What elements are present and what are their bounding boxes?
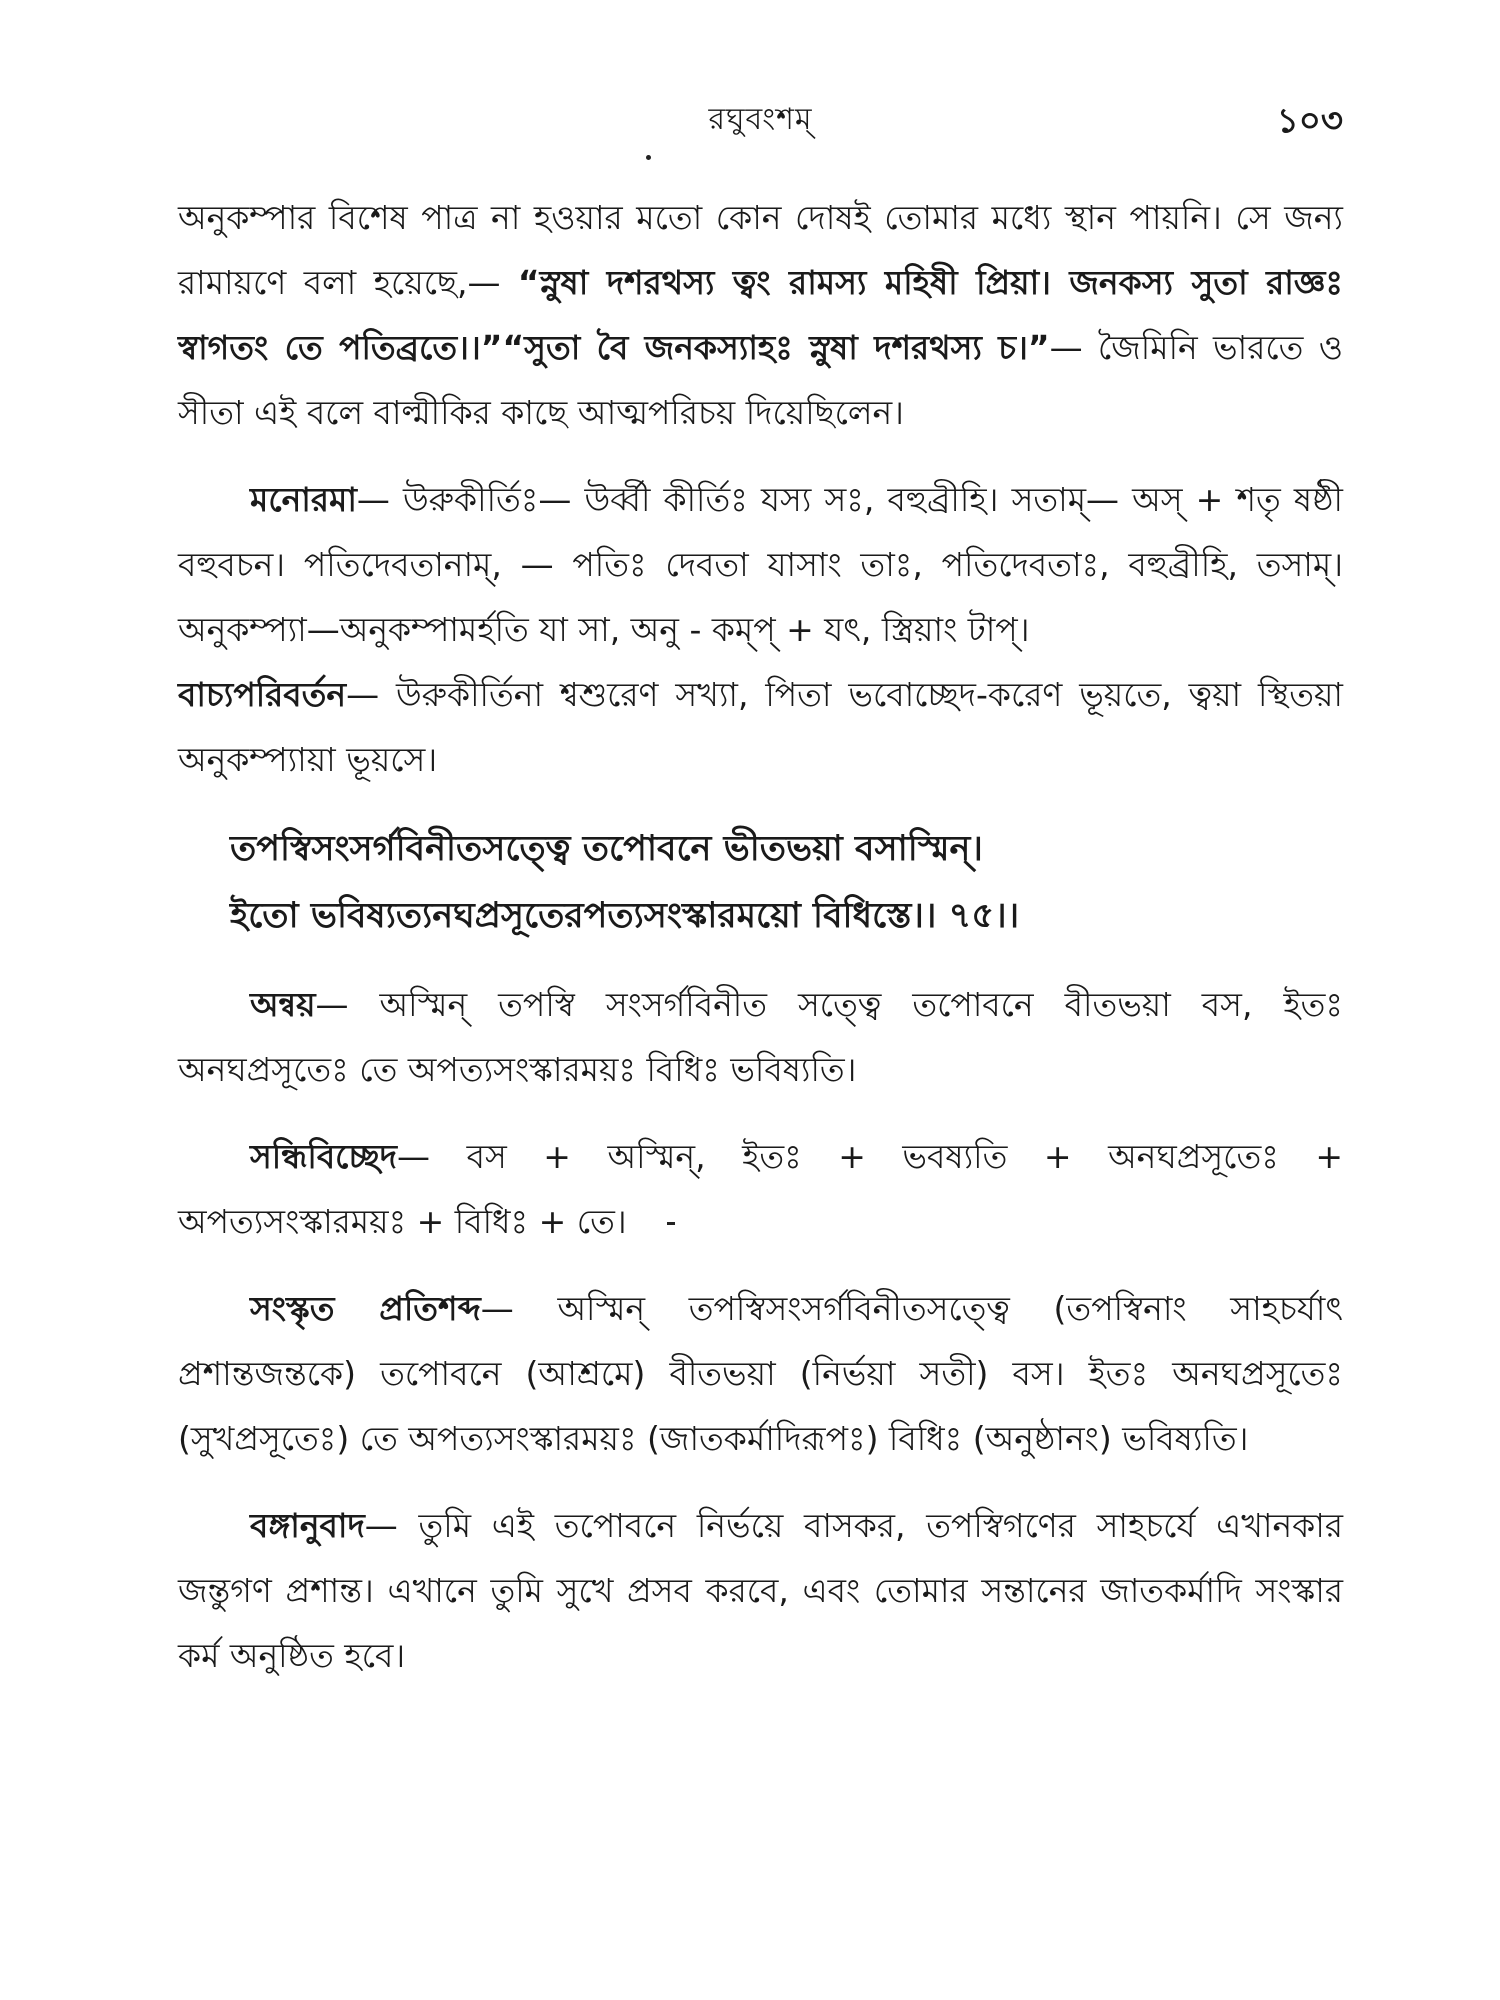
anvaya-label: অন্বয়	[250, 985, 316, 1024]
paragraph-intro	[178, 185, 1343, 445]
ramayana-quote: “স্নুষা দশরথস্য ত্বং রামস্য মহিষী প্রিয়া। জনকস্য সুতা রাজ্ঞঃ স্বাগতং তে পতিব্রতে।।”	[178, 263, 1343, 367]
bangla-text: — তুমি এই তপোবনে নির্ভয়ে বাসকর, তপস্বিগণের সাহচর্যে এখানকার জন্তুগণ প্রশান্ত। এখানে তুমি সুখে প্রসব করবে, এবং তোমার সন্তানের জাতকর্মাদি সংস্কার কর্ম অনুষ্ঠিত হবে।	[178, 1506, 1343, 1675]
ink-mark	[667, 1222, 675, 1225]
bangla-label: বঙ্গানুবাদ	[250, 1506, 365, 1545]
vachya-text: — উরুকীর্তিনা শ্বশুরেণ সখ্যা, পিতা ভবোচ্ছেদ-করেণ ভূয়তে, ত্বয়া স্থিতয়া অনুকম্প্যায়া ভূয়সে।	[178, 675, 1343, 779]
paragraph-sanskrit	[178, 1276, 1343, 1471]
verse-line-1: তপস্বিসংসর্গবিনীতসত্ত্বে তপোবনে ভীতভয়া বসাস্মিন্।	[230, 829, 983, 869]
intro-text: অনুকম্পার বিশেষ পাত্র না হওয়ার মতো কোন দোষই তোমার মধ্যে স্থান পায়নি। সে জন্য রামায়ণে বলা হয়েছে,—	[178, 198, 1343, 302]
manorama-label: মনোরমা	[250, 480, 357, 519]
sanskrit-label: সংস্কৃত প্রতিশব্দ	[250, 1289, 481, 1328]
paragraph-sandhi	[178, 1124, 1343, 1254]
ink-dot	[646, 155, 651, 160]
sandhi-text: — বস + অস্মিন্, ইতঃ + ভবষ্যতি + অনঘপ্রসূতেঃ + অপত্যসংস্কারময়ঃ + বিধিঃ + তে।	[178, 1137, 1343, 1241]
book-page	[178, 95, 1343, 1975]
sandhi-label: সন্ধিবিচ্ছেদ	[250, 1137, 398, 1176]
running-head: রঘুবংশম্	[708, 102, 813, 137]
verse-block	[178, 816, 1343, 950]
anvaya-text: — অস্মিন্ তপস্বি সংসর্গবিনীত সত্ত্বে তপোবনে বীতভয়া বস, ইতঃ অনঘপ্রসূতেঃ তে অপত্যসংস্কারময়ঃ বিধিঃ ভবিষ্যতি।	[178, 985, 1343, 1089]
paragraph-manorama	[178, 467, 1343, 662]
body-text	[178, 185, 1343, 1688]
vachya-label: বাচ্যপরিবর্তন	[178, 675, 347, 714]
page-header	[178, 95, 1343, 155]
paragraph-bangla	[178, 1493, 1343, 1688]
sanskrit-text: — অস্মিন্ তপস্বিসংসর্গবিনীতসত্ত্বে (তপস্বিনাং সাহচর্যাৎ প্রশান্তজন্তকে) তপোবনে (আশ্রমে) বীতভয়া (নির্ভয়া সতী) বস। ইতঃ অনঘপ্রসূতেঃ (সুখপ্রসূতেঃ) তে অপত্যসংস্কারময়ঃ (জাতকর্মাদিরূপঃ) বিধিঃ (অনুষ্ঠানং) ভবিষ্যতি।	[178, 1289, 1344, 1458]
intro-tail: — জৈমিনি ভারতে ও সীতা এই বলে বাল্মীকির কাছে আত্মপরিচয় দিয়েছিলেন।	[178, 328, 1344, 432]
paragraph-anvaya	[178, 972, 1343, 1102]
paragraph-vachya	[178, 662, 1343, 792]
page-number: ১০৩	[1276, 101, 1343, 141]
manorama-text: — উরুকীর্তিঃ— উর্ব্বী কীর্তিঃ যস্য সঃ, বহুব্রীহি। সতাম্— অস্ + শতৃ ষষ্ঠী বহুবচন। পতিদেবতানাম্, — পতিঃ দেবতা যাসাং তাঃ, পতিদেবতাঃ, বহুব্রীহি, তসাম্। অনুকম্প্যা—অনুকম্পামর্হতি যা সা, অনু - কম্প্ + যৎ, স্ত্রিয়াং টাপ্।	[178, 480, 1343, 649]
verse-line-2: ইতো ভবিষ্যত্যনঘপ্রসূতেরপত্যসংস্কারময়ো বিধিস্তে।। ৭৫।।	[230, 896, 1020, 936]
jaimini-quote: “সুতা বৈ জনকস্যাহঃ স্নুষা দশরথস্য চ।”	[502, 328, 1050, 367]
